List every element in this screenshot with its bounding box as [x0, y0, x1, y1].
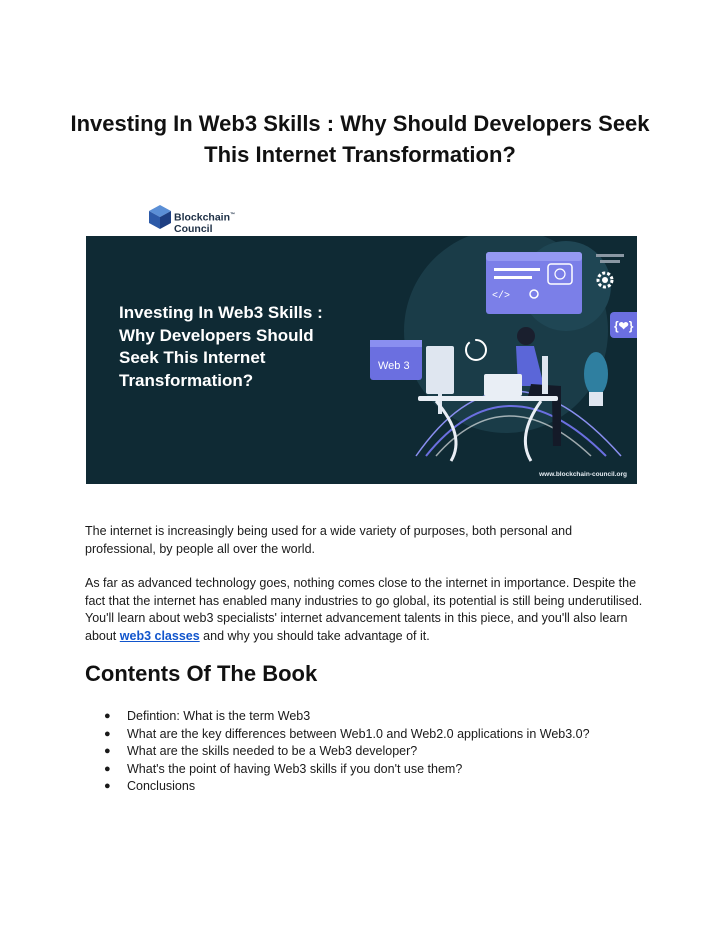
web3-label: Web 3 — [378, 360, 410, 372]
body-text-after-link: and why you should take advantage of it. — [199, 628, 430, 643]
body-paragraph — [85, 575, 645, 645]
intro-paragraph: The internet is increasingly being used for a wide variety of purposes, both personal and professional, by people all over the world. — [85, 524, 573, 556]
list-item-text: What's the point of having Web3 skills if you don't use them? — [127, 761, 463, 776]
list-item-text: What are the key differences between Web1.0 and Web2.0 applications in Web3.0? — [127, 726, 590, 741]
page-title: Investing In Web3 Skills : Why Should Developers Seek This Internet Transformation? — [70, 111, 650, 167]
bullet-icon: ● — [104, 727, 111, 740]
list-item — [104, 761, 590, 779]
body-text-before-link: As far as advanced technology goes, nothing comes close to the internet in importance. Despite the fact that the internet has enabled many industries to go global, its potential is still being underutilised. You'll learn about web3 specialists' internet advancement talents in this piece, and you'll also learn about — [85, 576, 643, 643]
monitor-icon — [426, 346, 454, 394]
blockchain-council-logo — [118, 202, 236, 235]
bullet-icon: ● — [104, 762, 111, 775]
contents-heading: Contents Of The Book — [85, 661, 318, 686]
code-symbol: </> — [492, 291, 511, 302]
banner-heading-line: Why Developers Should — [119, 325, 314, 345]
developer-illustration — [356, 236, 637, 476]
hero-banner — [86, 196, 637, 484]
braces-symbol: {❤} — [614, 319, 634, 333]
banner-heading — [119, 302, 379, 392]
bullet-icon: ● — [104, 745, 111, 757]
logo-text — [174, 210, 235, 235]
chair-icon — [542, 356, 548, 394]
banner-url: www.blockchain-council.org — [539, 471, 627, 478]
bullet-icon: ● — [104, 710, 111, 722]
browser-window-icon — [486, 252, 582, 314]
desk-icon — [418, 396, 558, 401]
list-item — [104, 778, 590, 796]
list-item-text: Defintion: What is the term Web3 — [127, 709, 311, 723]
banner-heading-line: Transformation? — [119, 370, 254, 390]
person-head — [517, 327, 535, 345]
list-item-text: Conclusions — [127, 779, 196, 793]
contents-list — [104, 708, 590, 796]
list-item-text: What are the skills needed to be a Web3 developer? — [127, 744, 418, 758]
list-item — [104, 726, 590, 744]
web3-classes-link[interactable]: web3 classes — [119, 628, 200, 643]
bullet-icon: ● — [104, 780, 111, 792]
logo-tm: ™ — [230, 212, 236, 218]
laptop-icon — [484, 374, 522, 396]
plant-icon — [584, 352, 608, 396]
banner-heading-line: Seek This Internet — [119, 348, 266, 367]
banner-header — [86, 196, 637, 236]
logo-line2: Council — [174, 222, 213, 235]
list-item — [104, 708, 590, 726]
banner-heading-line: Investing In Web3 Skills : — [119, 303, 323, 322]
cube-logo-icon — [148, 204, 172, 230]
logo-line1: Blockchain — [174, 211, 231, 224]
list-item — [104, 743, 590, 761]
